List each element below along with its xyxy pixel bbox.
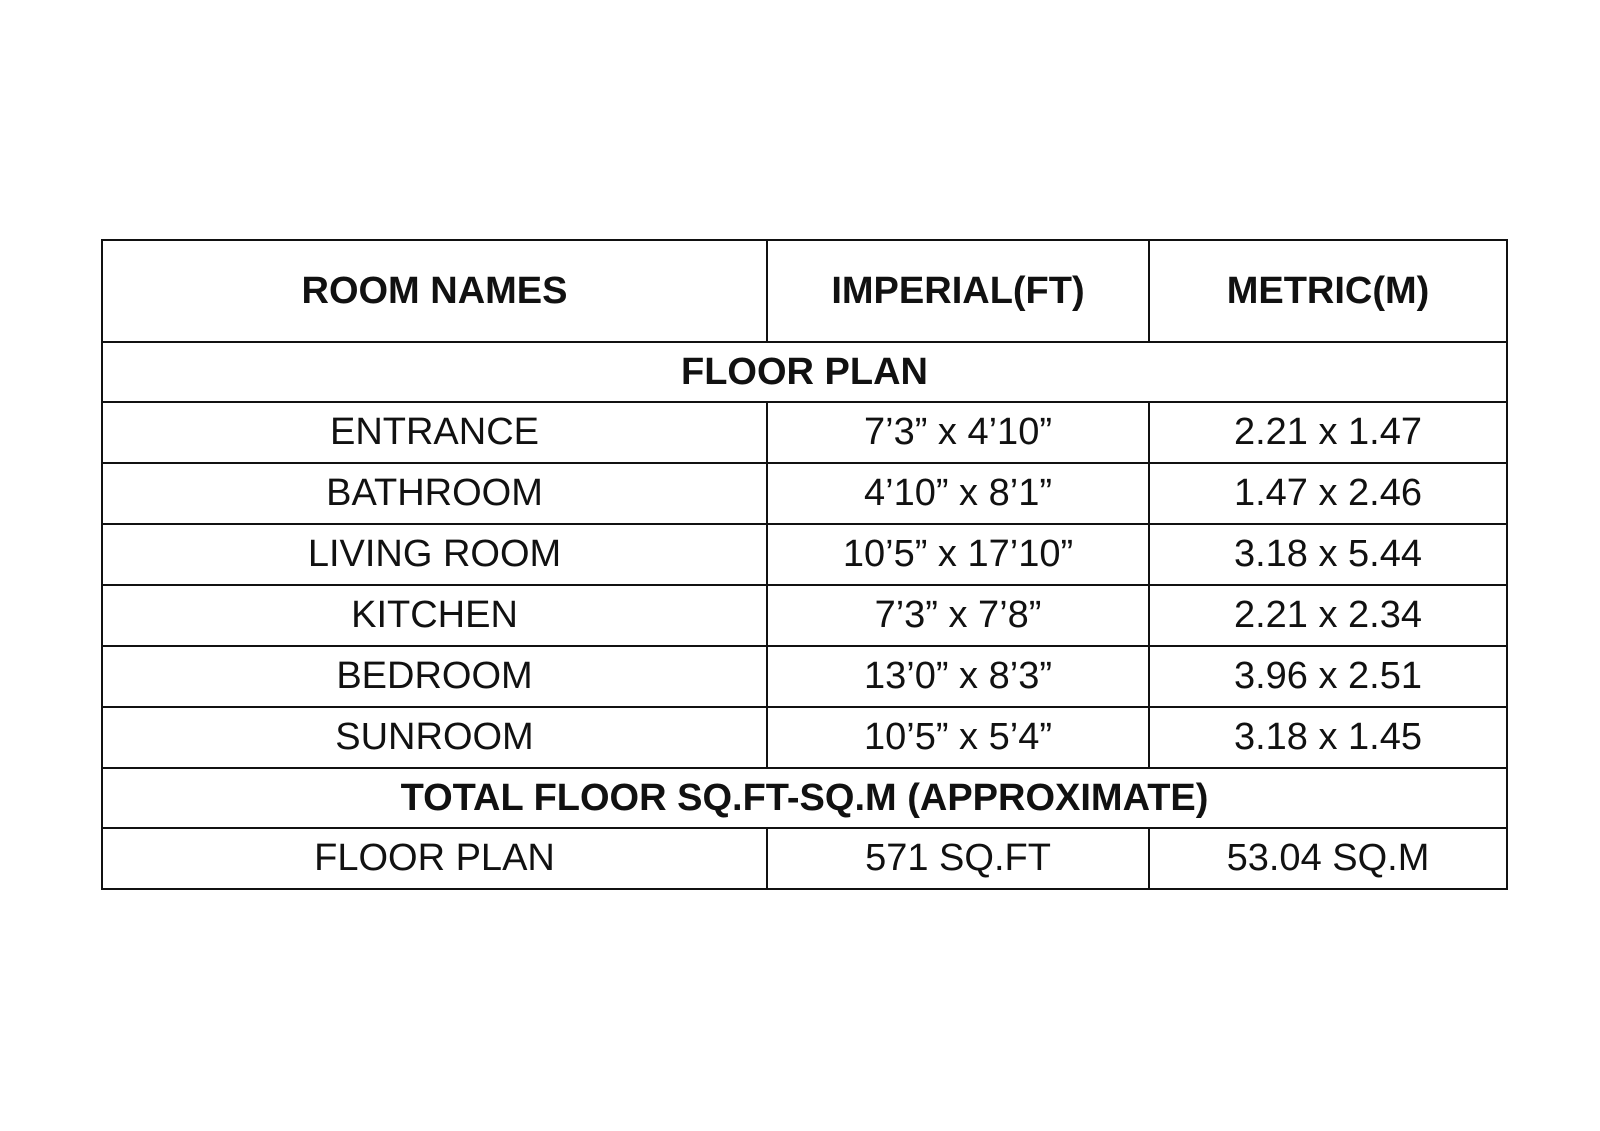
total-imperial-cell: 571 SQ.FT: [767, 828, 1149, 889]
room-name-cell: BEDROOM: [102, 646, 767, 707]
room-name-cell: ENTRANCE: [102, 402, 767, 463]
metric-cell: 3.18 x 5.44: [1149, 524, 1507, 585]
imperial-cell: 4’10” x 8’1”: [767, 463, 1149, 524]
header-imperial: IMPERIAL(FT): [767, 240, 1149, 342]
total-name-cell: FLOOR PLAN: [102, 828, 767, 889]
header-room-names: ROOM NAMES: [102, 240, 767, 342]
table-row: [102, 585, 1507, 646]
table-row: [102, 646, 1507, 707]
metric-cell: 3.18 x 1.45: [1149, 707, 1507, 768]
imperial-cell: 10’5” x 5’4”: [767, 707, 1149, 768]
imperial-cell: 13’0” x 8’3”: [767, 646, 1149, 707]
metric-cell: 3.96 x 2.51: [1149, 646, 1507, 707]
section-row-floor-plan: [102, 342, 1507, 402]
total-row: [102, 828, 1507, 889]
room-name-cell: SUNROOM: [102, 707, 767, 768]
section-title-floor-plan: FLOOR PLAN: [102, 342, 1507, 402]
table-row: [102, 463, 1507, 524]
table-header-row: [102, 240, 1507, 342]
total-metric-cell: 53.04 SQ.M: [1149, 828, 1507, 889]
room-dimensions-table: [101, 239, 1508, 890]
imperial-cell: 7’3” x 4’10”: [767, 402, 1149, 463]
section-title-total: TOTAL FLOOR SQ.FT-SQ.M (APPROXIMATE): [102, 768, 1507, 828]
metric-cell: 2.21 x 2.34: [1149, 585, 1507, 646]
room-name-cell: LIVING ROOM: [102, 524, 767, 585]
imperial-cell: 7’3” x 7’8”: [767, 585, 1149, 646]
section-row-total: [102, 768, 1507, 828]
table-row: [102, 707, 1507, 768]
metric-cell: 1.47 x 2.46: [1149, 463, 1507, 524]
metric-cell: 2.21 x 1.47: [1149, 402, 1507, 463]
table-row: [102, 402, 1507, 463]
room-name-cell: BATHROOM: [102, 463, 767, 524]
room-name-cell: KITCHEN: [102, 585, 767, 646]
header-metric: METRIC(M): [1149, 240, 1507, 342]
imperial-cell: 10’5” x 17’10”: [767, 524, 1149, 585]
table-row: [102, 524, 1507, 585]
